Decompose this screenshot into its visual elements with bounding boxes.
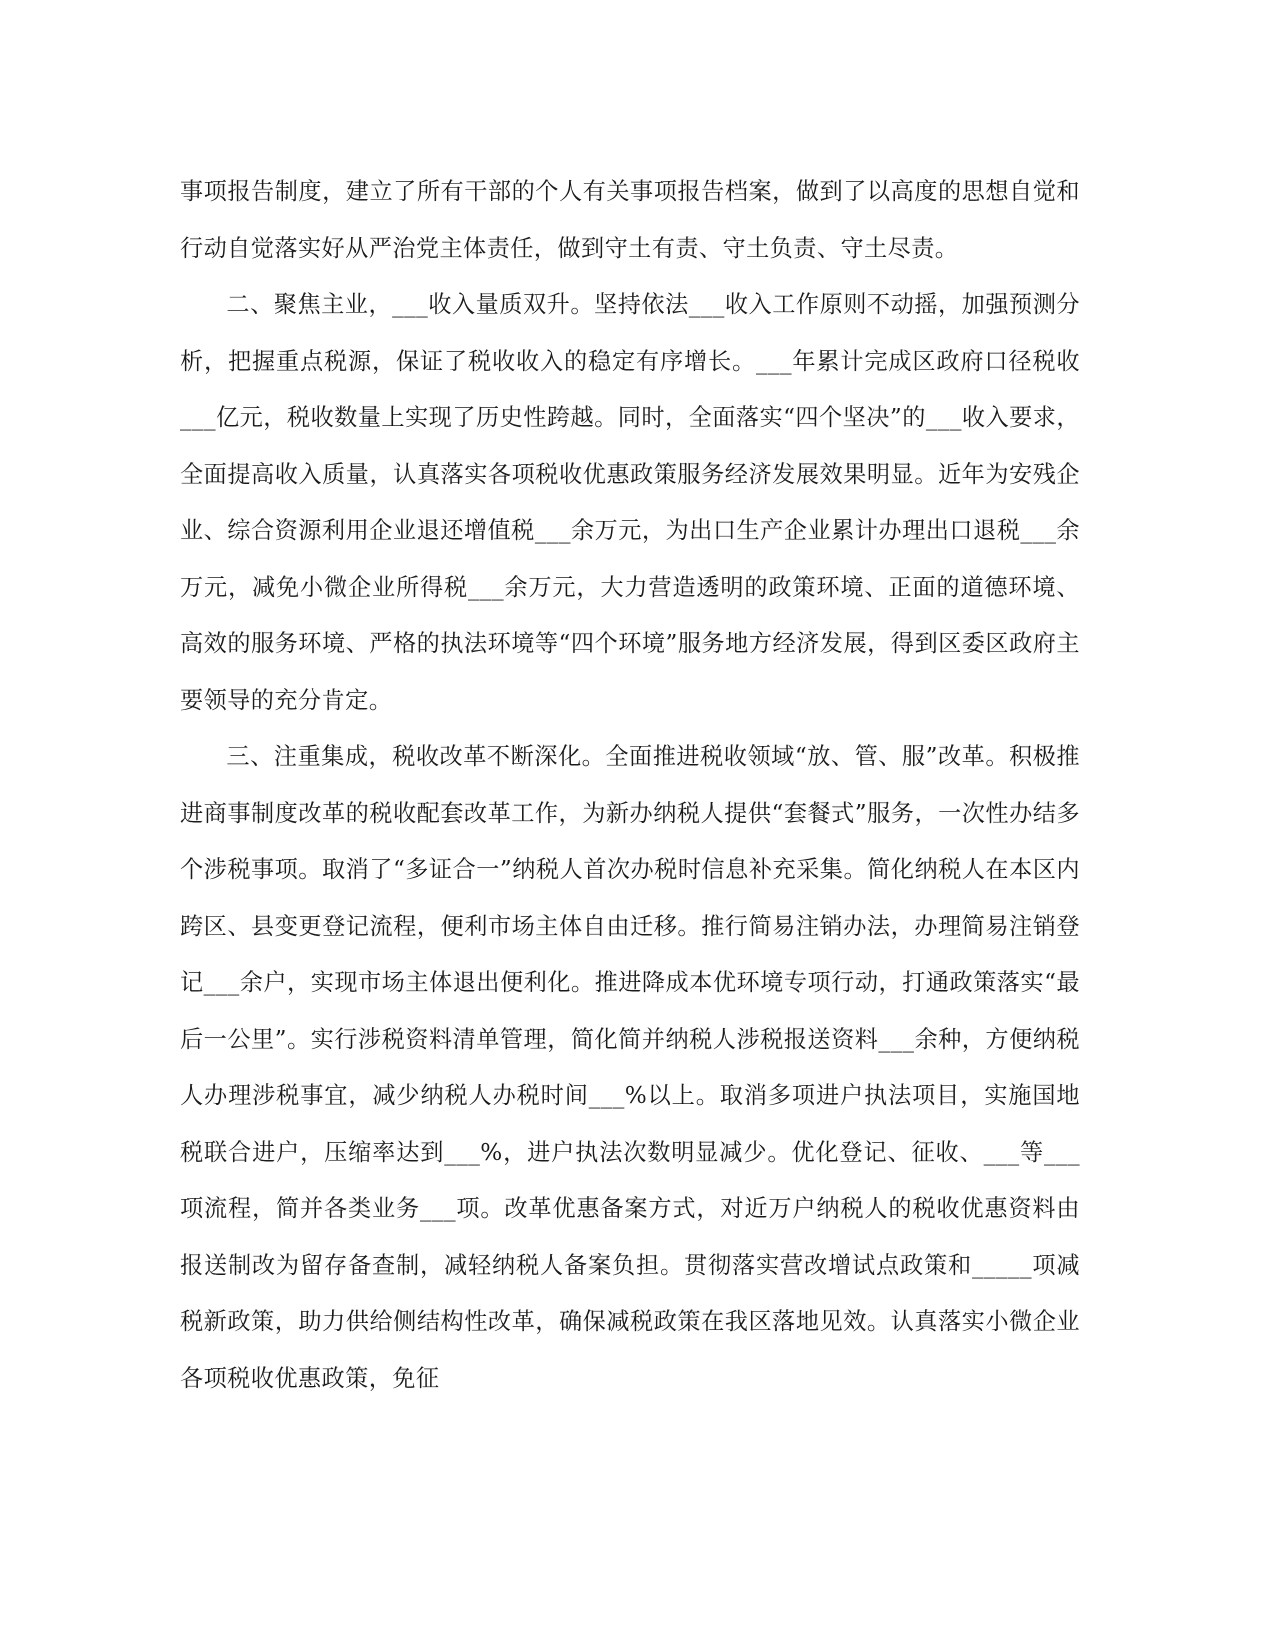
paragraph-section-two: 二、聚焦主业，___收入量质双升。坚持依法___收入工作原则不动摇，加强预测分析，把握重点税源，保证了税收收入的稳定有序增长。___年累计完成区政府口径税收___亿元，税收数量上实现了历史性跨越。同时，全面落实“四个坚决”的___收入要求，全面提高收入质量，认真落实各项税收优惠政策服务经济发展效果明显。近年为安残企业、综合资源利用企业退还增值税___余万元，为出口生产企业累计办理出口退税___余万元，减免小微企业所得税___余万元，大力营造透明的政策环境、正面的道德环境、高效的服务环境、严格的执法环境等“四个环境”服务地方经济发展，得到区委区政府主要领导的充分肯定。 (180, 291, 1080, 714)
paragraph-continuation: 事项报告制度，建立了所有干部的个人有关事项报告档案，做到了以高度的思想自觉和行动自觉落实好从严治党主体责任，做到守土有责、守土负责、守土尽责。 (180, 178, 1080, 262)
document-body (180, 164, 1080, 1407)
paragraph-section-three: 三、注重集成，税收改革不断深化。全面推进税收领域“放、管、服”改革。积极推进商事制度改革的税收配套改革工作，为新办纳税人提供“套餐式”服务，一次性办结多个涉税事项。取消了“多证合一”纳税人首次办税时信息补充采集。简化纳税人在本区内跨区、县变更登记流程，便利市场主体自由迁移。推行简易注销办法，办理简易注销登记___余户，实现市场主体退出便利化。推进降成本优环境专项行动，打通政策落实“最后一公里”。实行涉税资料清单管理，简化简并纳税人涉税报送资料___余种，方便纳税人办理涉税事宜，减少纳税人办税时间___%以上。取消多项进户执法项目，实施国地税联合进户，压缩率达到___%，进户执法次数明显减少。优化登记、征收、___等___项流程，简并各类业务___项。改革优惠备案方式，对近万户纳税人的税收优惠资料由报送制改为留存备查制，减轻纳税人备案负担。贯彻落实营改增试点政策和_____项减税新政策，助力供给侧结构性改革，确保减税政策在我区落地见效。认真落实小微企业各项税收优惠政策，免征 (180, 743, 1080, 1392)
